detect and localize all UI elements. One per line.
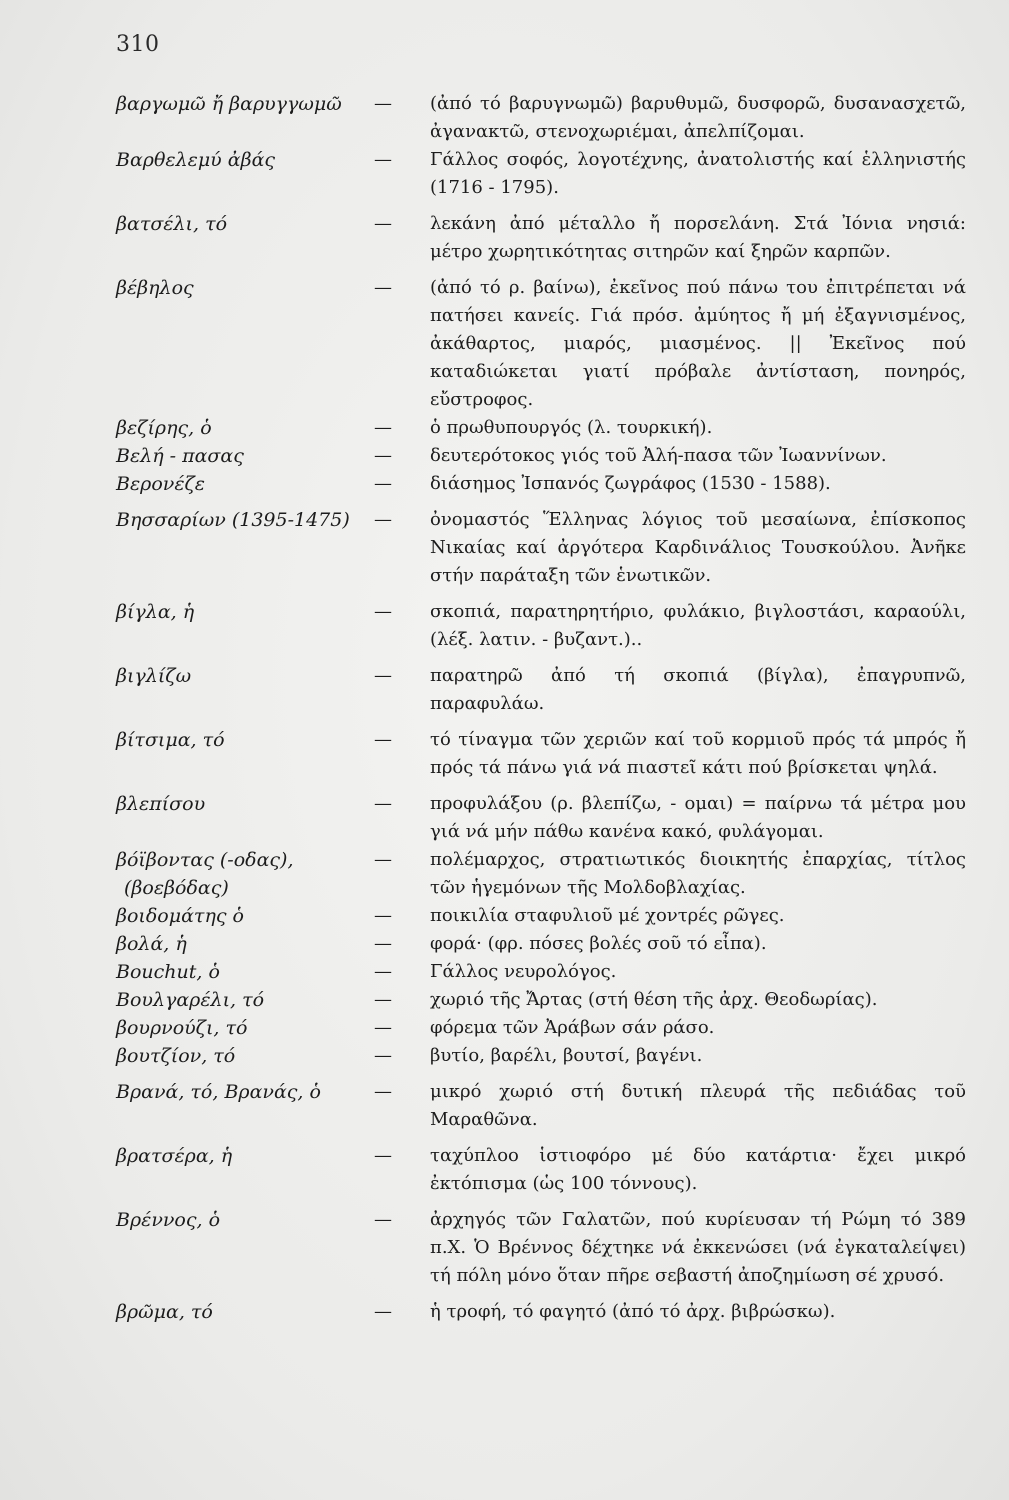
entry-headword — [116, 1206, 402, 1234]
headword-line: βόϊβοντας (-οδας), — [116, 849, 294, 871]
dictionary-entry — [116, 470, 966, 498]
headword-line: βλεπίσου — [116, 793, 206, 815]
definition-text: (ἀπό τό βαρυγνωμῶ) βαρυθυμῶ, δυσφορῶ, δυσανασχετῶ, ἀγανακτῶ, στενοχωριέμαι, ἀπελπίζομαι. — [430, 93, 966, 142]
entry-headword — [116, 442, 402, 470]
entry-definition — [374, 598, 966, 654]
entry-headword — [116, 598, 402, 626]
definition-text: ὁ πρωθυπουργός (λ. τουρκική). — [430, 417, 713, 438]
entry-headword — [116, 902, 402, 930]
entry-definition — [374, 986, 966, 1014]
entry-headword — [116, 726, 402, 754]
entry-definition — [374, 90, 966, 146]
em-dash: — — [374, 417, 392, 438]
em-dash: — — [374, 601, 392, 622]
entry-headword — [116, 958, 402, 986]
headword-line: βοιδομάτης ὁ — [116, 905, 244, 927]
definition-text: (ἀπό τό ρ. βαίνω), ἐκεῖνος πού πάνω του ἐπιτρέπεται νά πατήσει κανείς. Γιά πρόσ. ἀμύητος ἤ μή ἐξαγνισμένος, ἀκάθαρτος, μιαρός, μιασμένος. || Ἐκεῖνος πού καταδιώκεται γιατί πρόβαλε ἀντίσταση, πονηρός, εὔστροφος. — [430, 277, 966, 410]
entry-definition — [374, 1142, 966, 1198]
dictionary-entry — [116, 274, 966, 414]
em-dash: — — [374, 509, 392, 530]
headword-line: (βοεβόδας) — [124, 877, 229, 899]
headword-line: βιγλίζω — [116, 665, 192, 687]
entry-definition — [374, 442, 966, 470]
entry-definition — [374, 470, 966, 498]
entry-headword — [116, 930, 402, 958]
dictionary-entry — [116, 790, 966, 846]
definition-text: παρατηρῶ ἀπό τή σκοπιά (βίγλα), ἐπαγρυπνῶ, παραφυλάω. — [430, 665, 966, 714]
em-dash: — — [374, 989, 392, 1010]
em-dash: — — [374, 793, 392, 814]
entry-definition — [374, 662, 966, 718]
entry-definition — [374, 790, 966, 846]
dictionary-entry — [116, 726, 966, 782]
em-dash: — — [374, 961, 392, 982]
dictionary-entry — [116, 662, 966, 718]
definition-text: διάσημος Ἰσπανός ζωγράφος (1530 - 1588). — [430, 473, 831, 494]
em-dash: — — [374, 905, 392, 926]
headword-line: βατσέλι, τό — [116, 213, 228, 235]
dictionary-entry — [116, 1078, 966, 1134]
entry-definition — [374, 1042, 966, 1070]
entry-headword — [116, 1042, 402, 1070]
entry-headword — [116, 1014, 402, 1042]
em-dash: — — [374, 729, 392, 750]
em-dash: — — [374, 445, 392, 466]
em-dash: — — [374, 1017, 392, 1038]
entry-definition — [374, 1298, 966, 1326]
entry-headword — [116, 790, 402, 818]
definition-text: ποικιλία σταφυλιοῦ μέ χοντρές ρῶγες. — [430, 905, 785, 926]
em-dash: — — [374, 473, 392, 494]
em-dash: — — [374, 1145, 392, 1166]
headword-line: βουτζίον, τό — [116, 1045, 236, 1067]
dictionary-entry — [116, 90, 966, 146]
entry-headword — [116, 506, 402, 534]
dictionary-entry — [116, 506, 966, 590]
entry-definition — [374, 846, 966, 902]
dictionary-entry — [116, 958, 966, 986]
dictionary-entries — [116, 90, 966, 1326]
definition-text: φόρεμα τῶν Ἀράβων σάν ράσο. — [430, 1017, 715, 1038]
dictionary-entry — [116, 1014, 966, 1042]
headword-line: βρῶμα, τό — [116, 1301, 213, 1323]
entry-headword — [116, 274, 402, 302]
entry-definition — [374, 1206, 966, 1290]
page-number: 310 — [116, 32, 160, 57]
entry-definition — [374, 414, 966, 442]
entry-definition — [374, 1014, 966, 1042]
em-dash: — — [374, 213, 392, 234]
headword-line: Βησσαρίων (1395-1475) — [116, 509, 350, 531]
headword-line: βίτσιμα, τό — [116, 729, 225, 751]
dictionary-entry — [116, 210, 966, 266]
entry-headword — [116, 662, 402, 690]
entry-definition — [374, 1078, 966, 1134]
dictionary-entry — [116, 846, 966, 902]
definition-text: ὀνομαστός Ἕλληνας λόγιος τοῦ μεσαίωνα, ἐπίσκοπος Νικαίας καί ἀργότερα Καρδινάλιος Τουσκούλου. Ἀνῆκε στήν παράταξη τῶν ἑνωτικῶν. — [430, 509, 966, 586]
definition-text: λεκάνη ἀπό μέταλλο ἤ πορσελάνη. Στά Ἰόνια νησιά: μέτρο χωρητικότητας σιτηρῶν καί ξηρῶν καρπῶν. — [430, 213, 966, 262]
entry-headword — [116, 1142, 402, 1170]
entry-headword — [116, 90, 402, 118]
entry-headword — [116, 986, 402, 1014]
definition-text: ἀρχηγός τῶν Γαλατῶν, πού κυρίευσαν τή Ρώμη τό 389 π.Χ. Ὁ Βρέννος δέχτηκε νά ἐκκενώσει (νά ἐγκαταλείψει) τή πόλη μόνο ὅταν πῆρε σεβαστή ἀποζημίωση σέ χρυσό. — [430, 1209, 966, 1286]
entry-headword — [116, 210, 402, 238]
headword-line: βεζίρης, ὁ — [116, 417, 212, 439]
headword-line: Βουλγαρέλι, τό — [116, 989, 265, 1011]
headword-line: Bouchut, ὁ — [116, 961, 220, 983]
headword-line: βίγλα, ἡ — [116, 601, 195, 623]
entry-definition — [374, 146, 966, 202]
entry-definition — [374, 726, 966, 782]
definition-text: προφυλάξου (ρ. βλεπίζω, - ομαι) = παίρνω τά μέτρα μου γιά νά μήν πάθω κανένα κακό, φυλάγομαι. — [430, 793, 966, 842]
entry-headword — [116, 1078, 402, 1106]
dictionary-entry — [116, 1042, 966, 1070]
definition-text: Γάλλος νευρολόγος. — [430, 961, 617, 982]
em-dash: — — [374, 149, 392, 170]
headword-line: Βρέννος, ὁ — [116, 1209, 221, 1231]
entry-headword — [116, 1298, 402, 1326]
dictionary-entry — [116, 442, 966, 470]
em-dash: — — [374, 849, 392, 870]
headword-line: Βαρθελεμύ ἀβάς — [116, 149, 276, 171]
definition-text: φορά· (φρ. πόσες βολές σοῦ τό εἶπα). — [430, 933, 767, 954]
dictionary-entry — [116, 986, 966, 1014]
dictionary-entry — [116, 598, 966, 654]
definition-text: ἡ τροφή, τό φαγητό (ἀπό τό ἀρχ. βιβρώσκω). — [430, 1301, 836, 1322]
entry-headword — [116, 846, 402, 902]
dictionary-entry — [116, 1298, 966, 1326]
entry-definition — [374, 506, 966, 590]
em-dash: — — [374, 665, 392, 686]
entry-definition — [374, 958, 966, 986]
definition-text: χωριό τῆς Ἄρτας (στή θέση τῆς ἀρχ. Θεοδωρίας). — [430, 989, 878, 1010]
dictionary-entry — [116, 930, 966, 958]
entry-headword — [116, 414, 402, 442]
dictionary-entry — [116, 902, 966, 930]
em-dash: — — [374, 277, 392, 298]
dictionary-entry — [116, 414, 966, 442]
headword-line: Βρανά, τό, Βρανάς, ὁ — [116, 1081, 321, 1103]
headword-line: Βερονέζε — [116, 473, 206, 495]
headword-line: βέβηλος — [116, 277, 194, 299]
definition-text: Γάλλος σοφός, λογοτέχνης, ἀνατολιστής καί ἑλληνιστής (1716 - 1795). — [430, 149, 966, 198]
headword-line: βαργωμῶ ἤ βαρυγγωμῶ — [116, 93, 342, 115]
em-dash: — — [374, 1301, 392, 1322]
dictionary-entry — [116, 1142, 966, 1198]
em-dash: — — [374, 933, 392, 954]
em-dash: — — [374, 93, 392, 114]
headword-line: Βελή - πασας — [116, 445, 244, 467]
dictionary-entry — [116, 1206, 966, 1290]
definition-text: τό τίναγμα τῶν χεριῶν καί τοῦ κορμιοῦ πρός τά μπρός ἤ πρός τά πάνω γιά νά πιαστεῖ κάτι πού βρίσκεται ψηλά. — [430, 729, 966, 778]
headword-line: βολά, ἡ — [116, 933, 187, 955]
em-dash: — — [374, 1081, 392, 1102]
definition-text: δευτερότοκος γιός τοῦ Ἀλή-πασα τῶν Ἰωαννίνων. — [430, 445, 887, 466]
definition-text: πολέμαρχος, στρατιωτικός διοικητής ἐπαρχίας, τίτλος τῶν ἡγεμόνων τῆς Μολδοβλαχίας. — [430, 849, 966, 898]
headword-line: βρατσέρα, ἡ — [116, 1145, 233, 1167]
em-dash: — — [374, 1209, 392, 1230]
entry-definition — [374, 210, 966, 266]
entry-definition — [374, 902, 966, 930]
definition-text: βυτίο, βαρέλι, βουτσί, βαγένι. — [430, 1045, 703, 1066]
entry-headword — [116, 146, 402, 174]
em-dash: — — [374, 1045, 392, 1066]
dictionary-entry — [116, 146, 966, 202]
entry-definition — [374, 930, 966, 958]
definition-text: ταχύπλοο ἱστιοφόρο μέ δύο κατάρτια· ἔχει μικρό ἐκτόπισμα (ὡς 100 τόννους). — [430, 1145, 966, 1194]
headword-line: βουρνούζι, τό — [116, 1017, 248, 1039]
entry-definition — [374, 274, 966, 414]
definition-text: σκοπιά, παρατηρητήριο, φυλάκιο, βιγλοστάσι, καραούλι, (λέξ. λατιν. - βυζαντ.).. — [430, 601, 966, 650]
definition-text: μικρό χωριό στή δυτική πλευρά τῆς πεδιάδας τοῦ Μαραθῶνα. — [430, 1081, 966, 1130]
entry-headword — [116, 470, 402, 498]
